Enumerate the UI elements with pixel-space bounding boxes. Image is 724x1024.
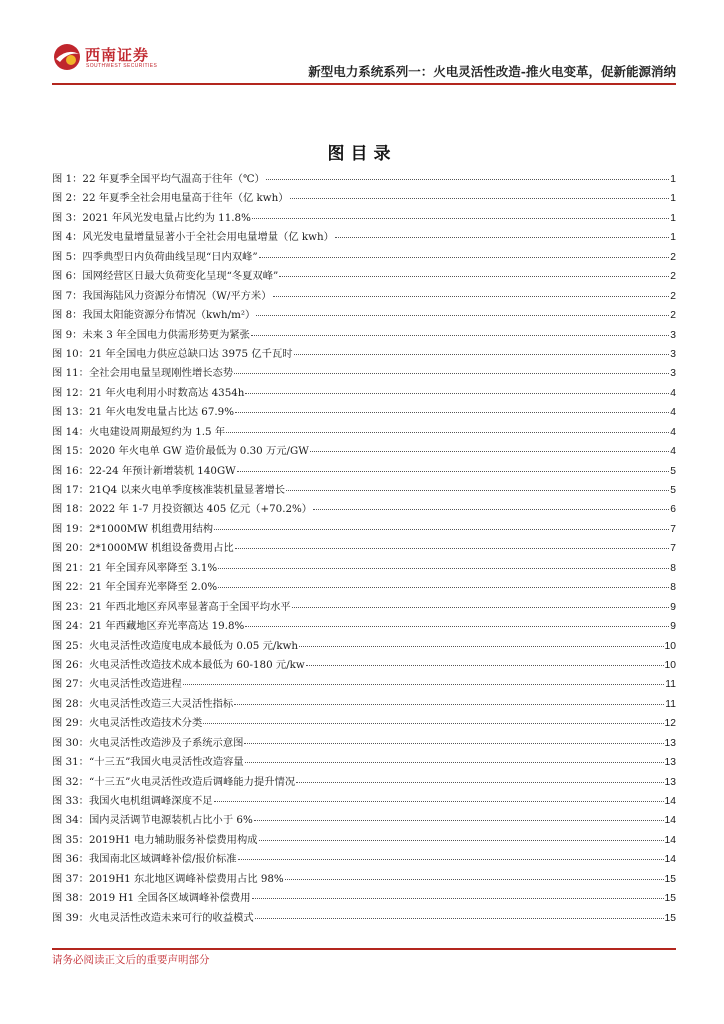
toc-page-number[interactable]: 2: [670, 310, 676, 322]
toc-page-number[interactable]: 11: [665, 679, 676, 691]
toc-figure-title[interactable]: 21 年全国弃光率降至 2.0%: [88, 581, 218, 594]
toc-entry[interactable]: [52, 500, 676, 519]
toc-leader-dots: [245, 625, 669, 627]
toc-figure-number: 图 27：: [52, 678, 89, 691]
toc-leader-dots: [234, 703, 664, 705]
toc-page-number[interactable]: 4: [670, 407, 676, 419]
toc-leader-dots: [254, 819, 664, 821]
figure-list: [52, 170, 676, 928]
toc-leader-dots: [245, 761, 664, 763]
toc-entry[interactable]: [52, 578, 676, 597]
toc-figure-number: 图 20：: [52, 542, 89, 555]
toc-figure-title[interactable]: 国网经营区日最大负荷变化呈现“冬夏双峰”: [82, 270, 279, 283]
toc-entry[interactable]: [52, 656, 676, 675]
toc-page-number[interactable]: 7: [670, 543, 676, 555]
toc-entry[interactable]: [52, 287, 676, 306]
toc-entry[interactable]: [52, 442, 676, 461]
toc-page-number[interactable]: 2: [670, 251, 676, 263]
toc-page-number[interactable]: 3: [670, 368, 676, 380]
toc-leader-dots: [294, 353, 670, 355]
toc-leader-dots: [296, 781, 663, 783]
toc-leader-dots: [285, 878, 664, 880]
toc-figure-title[interactable]: 2019 H1 全国各区域调峰补偿费用: [88, 892, 251, 905]
toc-entry[interactable]: [52, 714, 676, 733]
toc-leader-dots: [218, 567, 669, 569]
toc-figure-title[interactable]: 21 年西北地区弃风率显著高于全国平均水平: [88, 600, 291, 613]
toc-entry[interactable]: [52, 598, 676, 617]
toc-page-number[interactable]: 13: [664, 776, 676, 788]
toc-entry[interactable]: [52, 462, 676, 481]
toc-figure-number: 图 29：: [52, 717, 89, 730]
toc-figure-number: 图 11：: [52, 367, 89, 380]
toc-figure-number: 图 5：: [52, 250, 83, 263]
toc-figure-number: 图 2：: [52, 192, 83, 205]
toc-entry[interactable]: [52, 228, 676, 247]
toc-figure-title[interactable]: “十三五”火电灵活性改造后调峰能力提升情况: [88, 775, 296, 788]
toc-figure-title[interactable]: 22 年夏季全社会用电量高于往年（亿 kwh）: [82, 192, 289, 205]
toc-page-number[interactable]: 14: [664, 834, 676, 846]
toc-figure-number: 图 12：: [52, 386, 89, 399]
toc-entry[interactable]: [52, 792, 676, 811]
toc-figure-title[interactable]: 21 年全国电力供应总缺口达 3975 亿千瓦时: [88, 347, 293, 360]
toc-page-number[interactable]: 8: [670, 562, 676, 574]
toc-page-number[interactable]: 13: [664, 757, 676, 769]
toc-figure-title[interactable]: 火电灵活性改造度电成本最低为 0.05 元/kwh: [88, 639, 299, 652]
toc-figure-title[interactable]: 2019H1 东北地区调峰补偿费用占比 98%: [88, 872, 284, 885]
toc-leader-dots: [256, 314, 669, 316]
toc-figure-number: 图 21：: [52, 561, 89, 574]
toc-figure-number: 图 10：: [52, 347, 89, 360]
toc-figure-title[interactable]: 我国火电机组调峰深度不足: [88, 795, 213, 807]
toc-leader-dots: [335, 236, 669, 238]
toc-page-number[interactable]: 15: [664, 893, 676, 905]
toc-figure-title[interactable]: 21 年全国弃风率降至 3.1%: [88, 561, 218, 574]
toc-leader-dots: [273, 295, 670, 297]
toc-leader-dots: [244, 742, 663, 744]
toc-figure-number: 图 1：: [52, 173, 83, 185]
toc-page-number[interactable]: 1: [670, 212, 676, 224]
toc-figure-title[interactable]: 火电建设周期最短约为 1.5 年: [88, 425, 226, 438]
toc-leader-dots: [266, 178, 669, 180]
toc-entry[interactable]: [52, 423, 676, 442]
toc-figure-number: 图 34：: [52, 814, 89, 827]
toc-page-number[interactable]: 12: [664, 718, 676, 730]
toc-figure-number: 图 19：: [52, 522, 89, 535]
toc-figure-number: 图 26：: [52, 658, 89, 671]
toc-page-number[interactable]: 10: [664, 640, 676, 652]
toc-figure-title[interactable]: 未来 3 年全国电力供需形势更为紧张: [82, 328, 250, 341]
logo-emblem-icon: [52, 42, 82, 72]
toc-figure-title[interactable]: 2*1000MW 机组设备费用占比: [88, 542, 234, 555]
toc-figure-number: 图 16：: [52, 464, 89, 477]
toc-entry[interactable]: [52, 170, 676, 189]
toc-entry[interactable]: [52, 384, 676, 403]
toc-page-number[interactable]: 5: [670, 485, 676, 496]
toc-entry[interactable]: [52, 306, 676, 325]
toc-entry[interactable]: [52, 520, 676, 539]
toc-figure-number: 图 30：: [52, 736, 89, 749]
toc-figure-title[interactable]: 火电灵活性改造三大灵活性指标: [88, 697, 234, 710]
toc-leader-dots: [299, 645, 663, 647]
toc-leader-dots: [235, 547, 670, 549]
toc-leader-dots: [251, 334, 669, 336]
toc-entry[interactable]: [52, 326, 676, 345]
logo-chinese-name: 西南证券: [85, 46, 150, 64]
toc-page-number[interactable]: 7: [670, 523, 676, 535]
toc-figure-number: 图 31：: [52, 756, 89, 769]
toc-figure-number: 图 4：: [52, 231, 83, 244]
toc-page-number[interactable]: 1: [670, 174, 676, 185]
toc-leader-dots: [286, 489, 669, 491]
toc-leader-dots: [279, 275, 669, 277]
toc-figure-number: 图 36：: [52, 853, 89, 866]
toc-leader-dots: [259, 839, 664, 841]
toc-figure-number: 图 24：: [52, 620, 89, 633]
toc-leader-dots: [313, 508, 669, 510]
toc-page-number[interactable]: 14: [664, 854, 676, 866]
toc-figure-title[interactable]: 火电灵活性改造技术分类: [88, 717, 203, 730]
toc-entry[interactable]: [52, 248, 676, 267]
toc-entry[interactable]: [52, 209, 676, 228]
company-logo: [52, 40, 162, 74]
toc-page-number[interactable]: 4: [670, 446, 676, 458]
toc-entry[interactable]: [52, 345, 676, 364]
toc-entry[interactable]: [52, 559, 676, 578]
toc-figure-title[interactable]: 21 年火电发电量占比达 67.9%: [88, 406, 235, 419]
toc-figure-title[interactable]: 21 年火电利用小时数高达 4354h: [88, 386, 245, 399]
footer-disclaimer: 请务必阅读正文后的重要声明部分: [52, 954, 210, 966]
toc-page-number[interactable]: 3: [670, 329, 676, 341]
toc-figure-title[interactable]: 2020 年火电单 GW 造价最低为 0.30 万元/GW: [88, 445, 309, 458]
toc-page-number[interactable]: 13: [664, 737, 676, 749]
toc-figure-number: 图 8：: [52, 309, 83, 322]
toc-figure-number: 图 32：: [52, 775, 89, 788]
toc-page-number[interactable]: 1: [670, 232, 676, 244]
toc-figure-number: 图 35：: [52, 833, 89, 846]
toc-leader-dots: [292, 606, 670, 608]
toc-figure-title[interactable]: 火电灵活性改造涉及子系统示意图: [88, 736, 244, 749]
toc-entry[interactable]: [52, 364, 676, 383]
toc-figure-title[interactable]: 火电灵活性改造进程: [88, 678, 182, 691]
toc-entry[interactable]: [52, 850, 676, 869]
footer-divider: [52, 948, 676, 950]
toc-figure-number: 图 38：: [52, 892, 89, 905]
toc-entry[interactable]: [52, 695, 676, 714]
toc-figure-title[interactable]: 2*1000MW 机组费用结构: [88, 522, 214, 535]
toc-entry[interactable]: [52, 811, 676, 830]
toc-leader-dots: [290, 197, 670, 199]
toc-figure-title[interactable]: 我国太阳能资源分布情况（kwh/m²）: [82, 309, 256, 322]
toc-figure-title[interactable]: 风光发电量增量显著小于全社会用电量增量（亿 kwh）: [82, 231, 334, 244]
toc-figure-number: 图 33：: [52, 795, 89, 807]
toc-figure-number: 图 15：: [52, 445, 89, 458]
toc-figure-title[interactable]: 21Q4 以来火电单季度核准装机量显著增长: [88, 484, 286, 496]
report-title: 新型电力系统系列一：火电灵活性改造-推火电变革，促新能源消纳: [308, 64, 676, 79]
toc-figure-title[interactable]: 火电灵活性改造技术成本最低为 60-180 元/kw: [88, 658, 305, 671]
toc-figure-title[interactable]: 22-24 年预计新增装机 140GW: [88, 464, 236, 477]
toc-leader-dots: [214, 528, 669, 530]
header-divider: [52, 83, 676, 85]
toc-leader-dots: [252, 897, 664, 899]
toc-figure-title[interactable]: 国内灵活调节电源装机占比小于 6%: [88, 814, 253, 827]
toc-figure-number: 图 37：: [52, 872, 89, 885]
toc-page-number[interactable]: 3: [670, 348, 676, 360]
toc-figure-number: 图 17：: [52, 484, 89, 496]
toc-leader-dots: [218, 586, 669, 588]
toc-page-number[interactable]: 14: [664, 815, 676, 827]
toc-leader-dots: [234, 372, 669, 374]
toc-leader-dots: [245, 392, 669, 394]
toc-page-number[interactable]: 8: [670, 582, 676, 594]
toc-page-number[interactable]: 4: [670, 387, 676, 399]
toc-page-number[interactable]: 2: [670, 271, 676, 283]
toc-figure-number: 图 3：: [52, 211, 83, 224]
toc-figure-number: 图 23：: [52, 600, 89, 613]
toc-leader-dots: [235, 411, 669, 413]
toc-entry[interactable]: [52, 734, 676, 753]
toc-figure-title[interactable]: 2021 年风光发电量占比约为 11.8%: [82, 211, 251, 224]
toc-figure-number: 图 9：: [52, 328, 83, 341]
toc-page-number[interactable]: 15: [664, 912, 676, 924]
toc-page-number[interactable]: 5: [670, 465, 676, 477]
toc-page-number[interactable]: 6: [670, 504, 676, 516]
toc-figure-title[interactable]: 我国海陆风力资源分布情况（W/平方米）: [82, 289, 272, 302]
toc-leader-dots: [252, 217, 669, 219]
toc-page-number[interactable]: 15: [664, 873, 676, 885]
toc-figure-number: 图 13：: [52, 406, 89, 419]
toc-page-number[interactable]: 9: [670, 601, 676, 613]
toc-entry[interactable]: [52, 481, 676, 500]
toc-entry[interactable]: [52, 637, 676, 656]
toc-leader-dots: [259, 256, 670, 258]
toc-entry[interactable]: [52, 189, 676, 208]
toc-entry[interactable]: [52, 403, 676, 422]
toc-leader-dots: [226, 431, 669, 433]
toc-figure-title[interactable]: 我国南北区域调峰补偿/报价标准: [88, 853, 237, 866]
toc-page-number[interactable]: 4: [670, 426, 676, 438]
toc-page-number[interactable]: 9: [670, 621, 676, 633]
toc-entry[interactable]: [52, 909, 676, 928]
toc-leader-dots: [255, 917, 664, 919]
toc-figure-number: 图 25：: [52, 639, 89, 652]
logo-english-name: SOUTHWEST SECURITIES: [86, 63, 158, 69]
toc-entry[interactable]: [52, 831, 676, 850]
toc-leader-dots: [203, 722, 663, 724]
toc-figure-title[interactable]: 火电灵活性改造未来可行的收益模式: [88, 911, 254, 924]
toc-page-number[interactable]: 10: [664, 659, 676, 671]
page-title: 图目录: [327, 144, 397, 165]
toc-figure-number: 图 14：: [52, 425, 89, 438]
toc-figure-title[interactable]: 四季典型日内负荷曲线呈现“日内双峰”: [82, 250, 258, 263]
toc-figure-number: 图 28：: [52, 697, 89, 710]
toc-page-number[interactable]: 1: [670, 193, 676, 205]
toc-entry[interactable]: [52, 753, 676, 772]
toc-leader-dots: [183, 683, 665, 685]
toc-figure-number: 图 39：: [52, 911, 89, 924]
toc-figure-title[interactable]: “十三五”我国火电灵活性改造容量: [88, 756, 244, 769]
toc-figure-number: 图 22：: [52, 581, 89, 594]
toc-page-number[interactable]: 2: [670, 290, 676, 302]
toc-entry[interactable]: [52, 870, 676, 889]
toc-figure-title[interactable]: 2019H1 电力辅助服务补偿费用构成: [88, 833, 258, 846]
toc-leader-dots: [310, 450, 669, 452]
toc-leader-dots: [214, 800, 664, 802]
toc-leader-dots: [237, 470, 670, 472]
toc-figure-number: 图 6：: [52, 270, 83, 283]
toc-page-number[interactable]: 14: [664, 796, 676, 807]
toc-entry[interactable]: [52, 889, 676, 908]
toc-entry[interactable]: [52, 773, 676, 792]
toc-entry[interactable]: [52, 539, 676, 558]
toc-figure-title[interactable]: 全社会用电量呈现刚性增长态势: [88, 367, 234, 380]
toc-page-number[interactable]: 11: [665, 698, 676, 710]
toc-leader-dots: [238, 858, 664, 860]
toc-figure-title[interactable]: 22 年夏季全国平均气温高于往年（℃）: [82, 173, 265, 185]
toc-figure-number: 图 7：: [52, 289, 83, 302]
toc-entry[interactable]: [52, 267, 676, 286]
toc-figure-number: 图 18：: [52, 503, 89, 516]
page-header: [52, 40, 676, 88]
toc-figure-title[interactable]: 2022 年 1-7 月投资额达 405 亿元（+70.2%）: [88, 503, 313, 516]
toc-leader-dots: [306, 664, 664, 666]
toc-entry[interactable]: [52, 617, 676, 636]
toc-figure-title[interactable]: 21 年西藏地区弃光率高达 19.8%: [88, 620, 245, 633]
toc-entry[interactable]: [52, 675, 676, 694]
